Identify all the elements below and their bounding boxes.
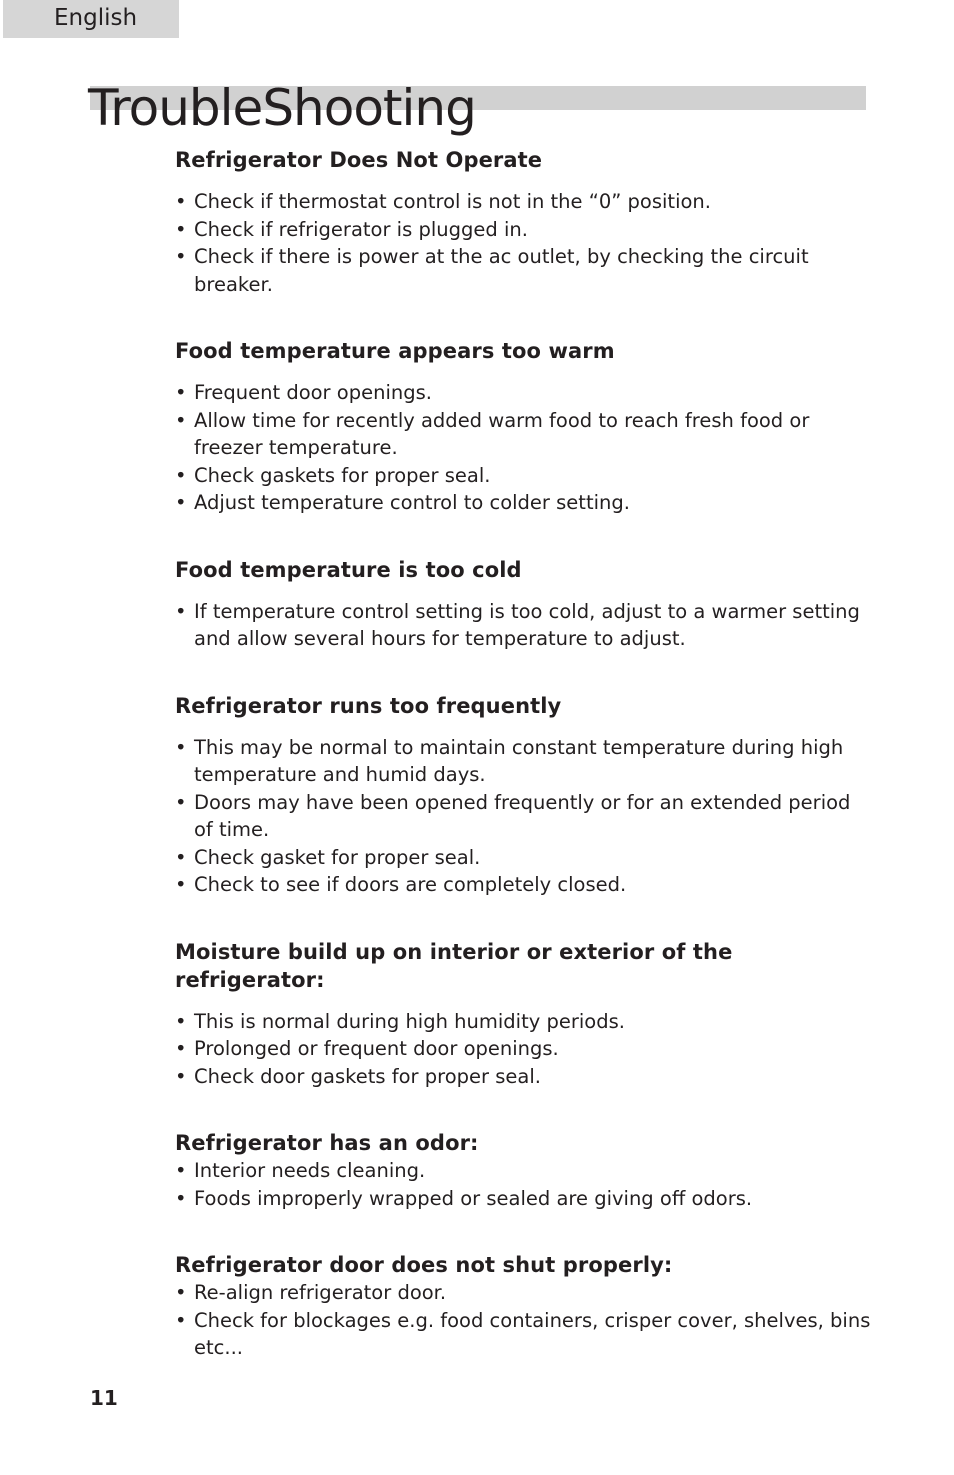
list-item: • Check gaskets for proper seal. bbox=[175, 463, 491, 487]
list-item: • Interior needs cleaning. bbox=[175, 1159, 426, 1182]
list-item: • Adjust temperature control to colder setting. bbox=[175, 491, 630, 514]
page-number: 11 bbox=[90, 1386, 118, 1410]
bullet-list bbox=[175, 379, 875, 517]
list-item: • This is normal during high humidity periods. bbox=[175, 1009, 625, 1033]
list-item: • Frequent door openings. bbox=[175, 381, 432, 404]
section-does-not-operate bbox=[175, 146, 875, 298]
bullet-list bbox=[175, 598, 875, 653]
list-item: • Check if refrigerator is plugged in. bbox=[175, 217, 528, 241]
section-too-warm bbox=[175, 337, 875, 517]
list-item: • Allow time for recently added warm food to reach fresh food or freezer temperature. bbox=[175, 408, 810, 459]
list-item: • Prolonged or frequent door openings. bbox=[175, 1037, 559, 1060]
list-item: • This may be normal to maintain constant temperature during high temperature and humid days. bbox=[175, 735, 844, 786]
bullet-list bbox=[175, 1008, 875, 1091]
list-item: • Check if thermostat control is not in the “0” position. bbox=[175, 190, 711, 213]
section-runs-too-frequently bbox=[175, 692, 875, 899]
list-item: • Check gasket for proper seal. bbox=[175, 845, 481, 869]
list-item: • Doors may have been opened frequently or for an extended period of time. bbox=[175, 790, 851, 841]
section-heading: Moisture build up on interior or exterior of the refrigerator: bbox=[175, 939, 733, 992]
bullet-list bbox=[175, 1157, 875, 1212]
section-heading: Food temperature appears too warm bbox=[175, 339, 615, 363]
list-item: • Check for blockages e.g. food containers, crisper cover, shelves, bins etc... bbox=[175, 1308, 871, 1359]
bullet-list bbox=[175, 1279, 875, 1362]
section-door-not-shut bbox=[175, 1251, 875, 1362]
list-item: • If temperature control setting is too cold, adjust to a warmer setting and allow several hours for temperature to adjust. bbox=[175, 599, 860, 650]
list-item: • Check door gaskets for proper seal. bbox=[175, 1064, 541, 1088]
section-heading: Refrigerator door does not shut properly: bbox=[175, 1253, 673, 1277]
section-moisture bbox=[175, 938, 875, 1091]
list-item: • Check if there is power at the ac outlet, by checking the circuit breaker. bbox=[175, 245, 809, 296]
page-title: TroubleShooting bbox=[88, 79, 476, 137]
section-odor bbox=[175, 1129, 875, 1212]
list-item: • Check to see if doors are completely closed. bbox=[175, 873, 627, 896]
language-tab: English bbox=[3, 0, 179, 38]
section-heading: Refrigerator Does Not Operate bbox=[175, 148, 543, 172]
section-heading: Refrigerator has an odor: bbox=[175, 1131, 479, 1155]
section-too-cold bbox=[175, 556, 875, 653]
section-heading: Food temperature is too cold bbox=[175, 557, 522, 582]
list-item: • Foods improperly wrapped or sealed are giving off odors. bbox=[175, 1186, 753, 1210]
bullet-list bbox=[175, 188, 875, 298]
section-heading: Refrigerator runs too frequently bbox=[175, 693, 562, 718]
troubleshooting-content bbox=[175, 146, 875, 1362]
bullet-list bbox=[175, 734, 875, 899]
list-item: • Re-align refrigerator door. bbox=[175, 1281, 447, 1304]
